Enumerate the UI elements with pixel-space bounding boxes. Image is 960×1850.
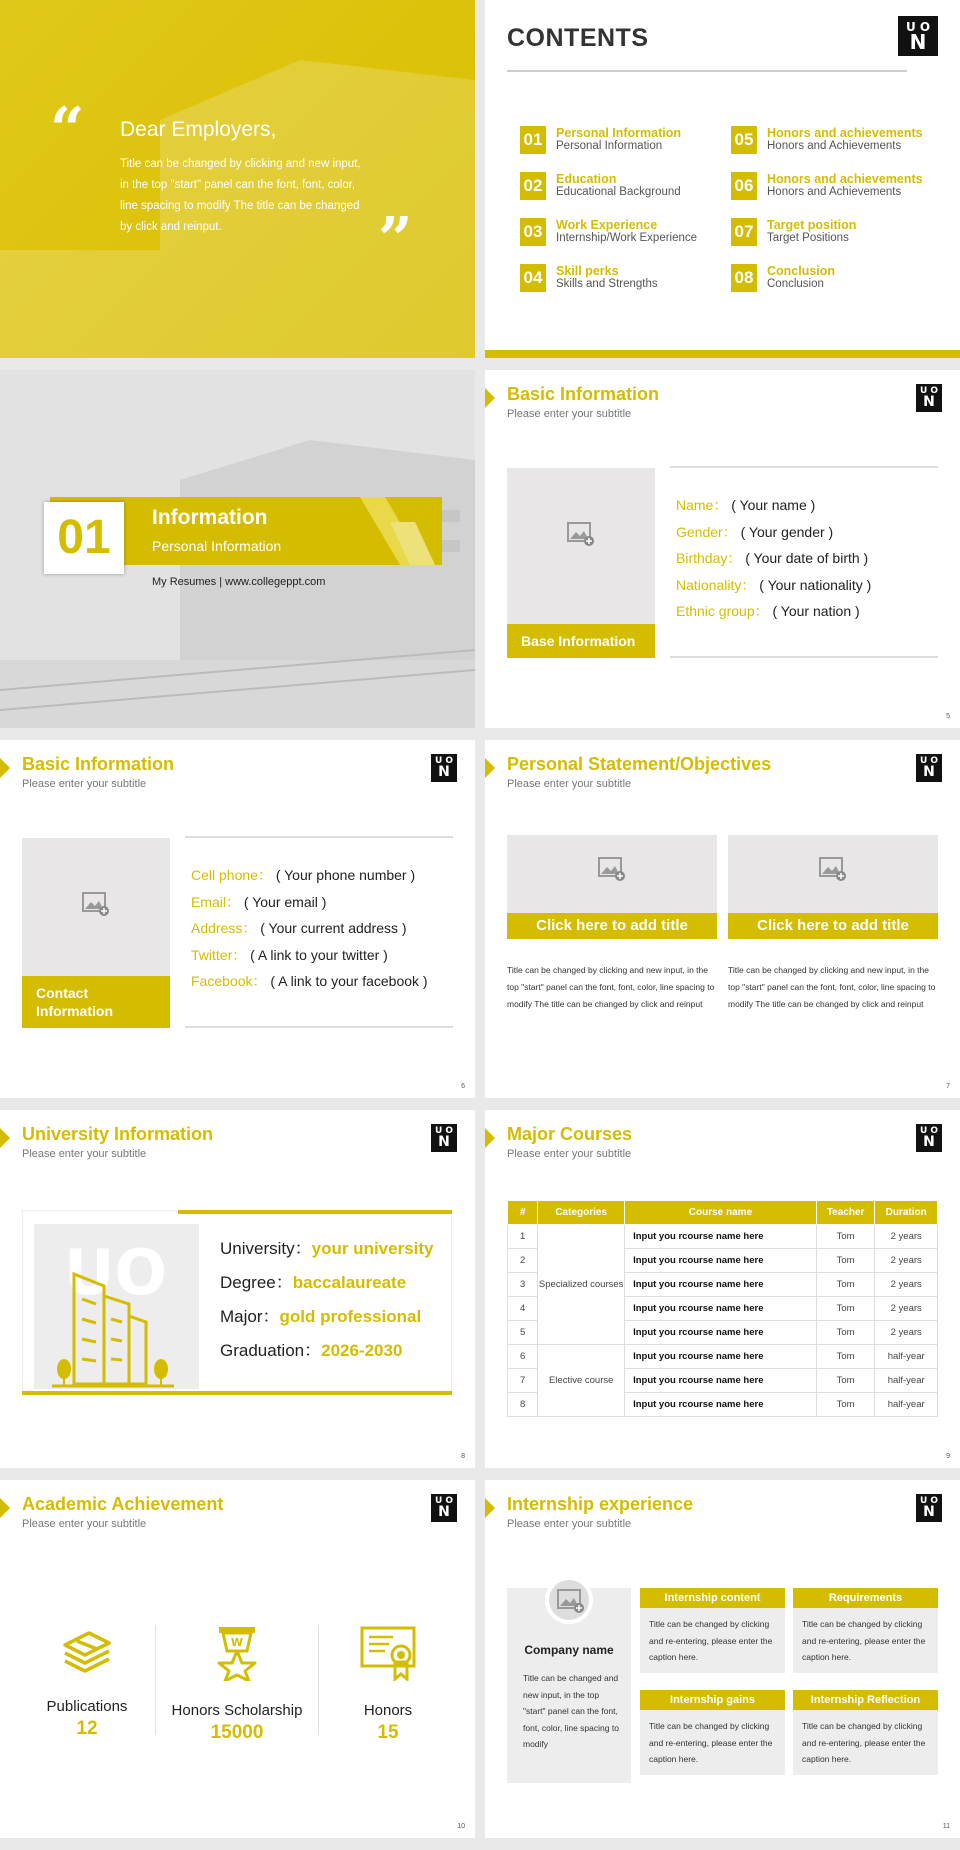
svg-text:UO: UO <box>64 1236 168 1309</box>
achievement-label: Honors <box>363 1702 413 1719</box>
table-row: 5 Input you rcourse name here Tom 2 years <box>508 1321 938 1345</box>
divider <box>155 1625 156 1735</box>
slide-academic-achievement[interactable] <box>0 1480 475 1838</box>
divider <box>507 70 907 72</box>
box-title: Internship Reflection <box>793 1690 938 1710</box>
contact-fields <box>191 862 428 995</box>
box-title: Requirements <box>793 1588 938 1608</box>
certificate-icon <box>359 1625 417 1681</box>
box-title: Internship content <box>640 1588 785 1608</box>
toc-item[interactable]: 05 Honors and achievements Honors and Achievements <box>731 126 931 158</box>
courses-table <box>507 1200 938 1417</box>
page-number: 11 <box>942 1823 950 1830</box>
image-placeholder-icon <box>567 522 595 546</box>
info-fields <box>676 492 871 625</box>
photo-label: Base Information <box>507 624 655 658</box>
page-number: 10 <box>457 1823 465 1830</box>
page-number: 7 <box>946 1083 950 1090</box>
slide-subtitle: Please enter your subtitle <box>507 778 632 790</box>
medal-icon <box>215 1625 259 1681</box>
close-quote-icon: ” <box>378 205 413 275</box>
svg-text:W: W <box>230 1636 244 1649</box>
university-logo: U O N <box>431 754 457 782</box>
university-logo: U O N <box>431 1494 457 1522</box>
slide-subtitle: Please enter your subtitle <box>22 1518 147 1530</box>
slide-dear-employers[interactable] <box>0 0 475 358</box>
slide-title: Major Courses <box>507 1124 633 1144</box>
slide-subtitle: Please enter your subtitle <box>22 1148 147 1160</box>
image-placeholder[interactable] <box>728 835 938 913</box>
toc-item[interactable]: 02 Education Educational Background <box>520 172 720 204</box>
card-text: Title can be changed by clicking and new input, in the top "start" panel can the font, font, color, line spacing to modify The title can be changed by click and reinput <box>728 965 936 1009</box>
table-row: 7 Input you rcourse name here Tom half-year <box>508 1369 938 1393</box>
field-row: Gender： ( Your gender ) <box>676 523 834 540</box>
section-number: 01 <box>44 502 124 574</box>
toc-item[interactable]: 07 Target position Target Positions <box>731 218 931 250</box>
info-box <box>640 1690 785 1775</box>
building-icon <box>34 1224 199 1389</box>
achievement-value: 15000 <box>210 1722 264 1743</box>
info-box <box>640 1588 785 1673</box>
photo-placeholder[interactable] <box>22 838 170 1028</box>
box-title: Internship gains <box>640 1690 785 1710</box>
toc-item[interactable]: 01 Personal Information Personal Information <box>520 126 720 158</box>
university-logo: U O N <box>916 1124 942 1152</box>
divider <box>185 1026 453 1028</box>
slide-title: University Information <box>22 1124 214 1144</box>
toc-item[interactable]: 04 Skill perks Skills and Strengths <box>520 264 720 296</box>
table-row: 1 Specialized courses Input you rcourse name here Tom 2 years <box>508 1225 938 1249</box>
detail-row: Graduation：2026-2030 <box>220 1341 403 1360</box>
university-logo: U O N <box>916 754 942 782</box>
box-text: Title can be changed by clicking and re-entering, please enter the caption here. <box>649 1721 773 1764</box>
section-tagline: My Resumes | www.collegeppt.com <box>152 576 326 588</box>
photo-placeholder[interactable] <box>507 468 655 658</box>
table-row: 3 Input you rcourse name here Tom 2 years <box>508 1273 938 1297</box>
slide-body: Title can be changed by clicking and new input, in the top "start" panel can the font, font, color, line spacing to modify The title can be changed by click and reinput. <box>120 158 361 233</box>
toc-item[interactable]: 03 Work Experience Internship/Work Experience <box>520 218 720 250</box>
info-box <box>793 1588 938 1673</box>
page-number: 9 <box>946 1453 950 1460</box>
achievement-item <box>12 1625 162 1740</box>
toc-item[interactable]: 08 Conclusion Conclusion <box>731 264 931 296</box>
company-text: Title can be changed and new input, in the top "start" panel can the font, font, color, line spacing to modify <box>523 1673 619 1749</box>
slide-subtitle: Please enter your subtitle <box>507 1518 632 1530</box>
field-row: Ethnic group： ( Your nation ) <box>676 603 860 619</box>
table-row: 2 Input you rcourse name here Tom 2 years <box>508 1249 938 1273</box>
slide-heading: Dear Employers, <box>120 118 277 141</box>
slide-major-courses[interactable] <box>485 1110 960 1468</box>
slide-title: Internship experience <box>507 1494 694 1514</box>
detail-row: Degree：baccalaureate <box>220 1273 407 1292</box>
slide-contents[interactable] <box>485 0 960 358</box>
detail-row: Major：gold professional <box>220 1307 422 1326</box>
building-illustration <box>34 1224 199 1389</box>
toc-item[interactable]: 06 Honors and achievements Honors and Achievements <box>731 172 931 204</box>
divider <box>670 656 938 658</box>
table-row: 6 Elective course Input you rcourse name here Tom half-year <box>508 1345 938 1369</box>
photo-label: Contact Information <box>22 976 170 1028</box>
detail-row: University：your university <box>220 1239 434 1258</box>
field-row: Birthday： ( Your date of birth ) <box>676 550 869 566</box>
section-title: Information <box>152 506 268 529</box>
accent-bar <box>22 1391 452 1395</box>
slide-basic-information[interactable] <box>485 370 960 728</box>
slide-university-information[interactable] <box>0 1110 475 1468</box>
university-logo: U O N <box>898 16 938 56</box>
divider <box>670 466 938 468</box>
divider <box>185 836 453 838</box>
achievement-item <box>313 1625 463 1744</box>
image-placeholder-icon <box>82 892 110 916</box>
company-photo-placeholder[interactable] <box>545 1576 593 1624</box>
slide-title: Basic Information <box>507 384 660 404</box>
title-arrow-icon <box>485 1128 495 1148</box>
slide-internship-experience[interactable] <box>485 1480 960 1838</box>
table-row: 8 Input you rcourse name here Tom half-year <box>508 1393 938 1417</box>
image-placeholder-icon <box>598 857 626 881</box>
box-text: Title can be changed by clicking and re-entering, please enter the caption here. <box>802 1721 926 1764</box>
achievement-value: 12 <box>76 1718 98 1739</box>
title-arrow-icon <box>485 1498 495 1518</box>
field-row: Email： ( Your email ) <box>191 893 327 910</box>
achievement-label: Honors Scholarship <box>171 1702 303 1719</box>
university-logo: U O N <box>431 1124 457 1152</box>
slide-personal-statement[interactable] <box>485 740 960 1098</box>
slide-subtitle: Please enter your subtitle <box>22 778 147 790</box>
slide-section-information[interactable] <box>0 370 475 728</box>
table-row: 4 Input you rcourse name here Tom 2 years <box>508 1297 938 1321</box>
slide-title: Academic Achievement <box>22 1494 224 1514</box>
books-icon <box>59 1625 115 1677</box>
title-arrow-icon <box>485 758 495 778</box>
field-row: Twitter： ( A link to your twitter ) <box>191 946 388 963</box>
box-text: Title can be changed by clicking and re-entering, please enter the caption here. <box>649 1619 773 1662</box>
field-row: Facebook： ( A link to your facebook ) <box>191 973 428 989</box>
achievement-label: Publications <box>46 1698 128 1715</box>
title-arrow-icon <box>0 1128 10 1148</box>
image-placeholder[interactable] <box>507 835 717 913</box>
contents-title: CONTENTS <box>507 24 649 52</box>
card-text: Title can be changed by clicking and new input, in the top "start" panel can the font, font, color, line spacing to modify The title can be changed by click and reinput <box>507 965 715 1009</box>
field-row: Name： ( Your name ) <box>676 497 816 513</box>
title-arrow-icon <box>485 388 495 408</box>
slide-subtitle: Please enter your subtitle <box>507 1148 632 1160</box>
field-row: Nationality： ( Your nationality ) <box>676 576 872 593</box>
page-number: 6 <box>461 1083 465 1090</box>
table-header-row: # Categories Course name Teacher Duration <box>508 1201 938 1225</box>
info-box <box>793 1690 938 1775</box>
page-number: 5 <box>946 713 950 720</box>
field-row: Cell phone： ( Your phone number ) <box>191 867 416 883</box>
title-arrow-icon <box>0 1498 10 1518</box>
accent-bar <box>485 350 960 358</box>
page-number: 8 <box>461 1453 465 1460</box>
slide-title: Basic Information <box>22 754 175 774</box>
add-title-button[interactable]: Click here to add title <box>728 913 938 939</box>
image-placeholder-icon <box>557 1589 585 1613</box>
open-quote-icon: “ <box>50 95 85 165</box>
company-name: Company name <box>524 1643 614 1657</box>
section-subtitle: Personal Information <box>152 538 282 554</box>
image-placeholder-icon <box>819 857 847 881</box>
achievement-item <box>162 1625 312 1744</box>
box-text: Title can be changed by clicking and re-entering, please enter the caption here. <box>802 1619 926 1662</box>
slide-contact-information[interactable] <box>0 740 475 1098</box>
add-title-button[interactable]: Click here to add title <box>507 913 717 939</box>
title-arrow-icon <box>0 758 10 778</box>
field-row: Address： ( Your current address ) <box>191 920 407 936</box>
slide-title: Personal Statement/Objectives <box>507 754 772 774</box>
company-card <box>507 1588 631 1783</box>
slide-subtitle: Please enter your subtitle <box>507 408 632 420</box>
university-logo: U O N <box>916 1494 942 1522</box>
achievement-value: 15 <box>377 1722 399 1743</box>
accent-bar <box>178 1210 452 1214</box>
university-logo: U O N <box>916 384 942 412</box>
university-details <box>220 1232 434 1368</box>
